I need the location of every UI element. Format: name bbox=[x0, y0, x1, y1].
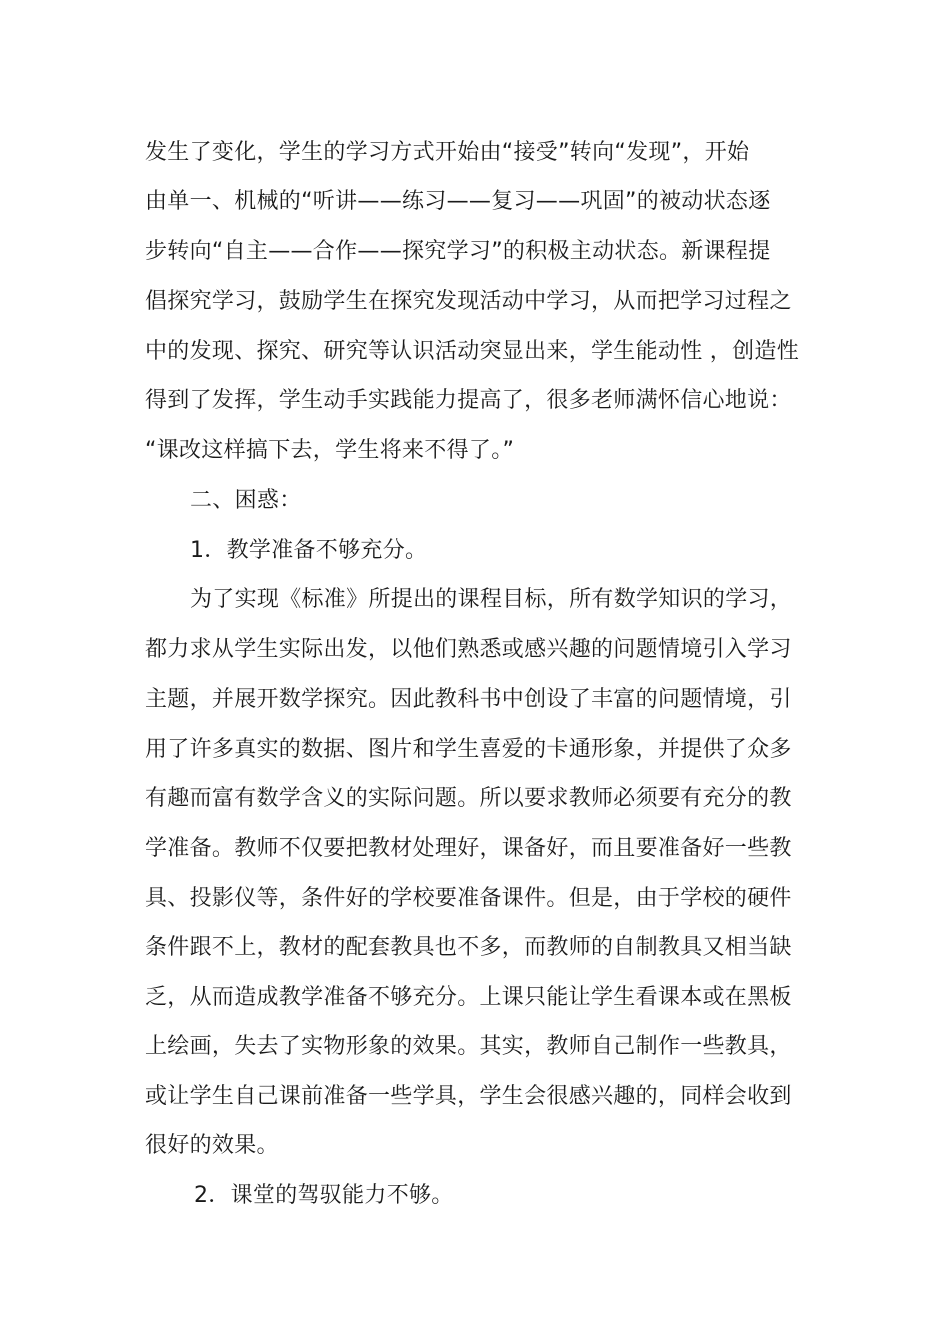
paragraph-line: 倡探究学习，鼓励学生在探究发现活动中学习，从而把学习过程之 bbox=[145, 289, 792, 314]
paragraph-line: 或让学生自己课前准备一些学具，学生会很感兴趣的，同样会收到 bbox=[145, 1084, 792, 1109]
paragraph-line: 步转向“自主——合作——探究学习”的积极主动状态。新课程提 bbox=[145, 239, 771, 264]
paragraph-line: 学准备。教师不仅要把教材处理好，课备好，而且要准备好一些教 bbox=[145, 836, 792, 861]
paragraph-line: 很好的效果。 bbox=[145, 1133, 279, 1158]
paragraph-line: 发生了变化，学生的学习方式开始由“接受”转向“发现”，开始 bbox=[145, 140, 750, 165]
paragraph-line: 乏，从而造成教学准备不够充分。上课只能让学生看课本或在黑板 bbox=[145, 985, 792, 1010]
paragraph-line: 主题，并展开数学探究。因此教科书中创设了丰富的问题情境，引 bbox=[145, 687, 792, 712]
paragraph-line: 中的发现、探究、研究等认识活动突显出来，学生能动性 ，创造性 bbox=[145, 339, 799, 364]
paragraph-line: 条件跟不上，教材的配套教具也不多，而教师的自制教具又相当缺 bbox=[145, 935, 792, 960]
paragraph-line: 由单一、机械的“听讲——练习——复习——巩固”的被动状态逐 bbox=[145, 189, 771, 214]
paragraph-line: 具、投影仪等，条件好的学校要准备课件。但是，由于学校的硬件 bbox=[145, 886, 792, 911]
paragraph-line: “课改这样搞下去，学生将来不得了。” bbox=[145, 438, 515, 463]
paragraph-line: 上绘画，失去了实物形象的效果。其实，教师自己制作一些教具， bbox=[145, 1034, 792, 1059]
paragraph-line: 有趣而富有数学含义的实际问题。所以要求教师必须要有充分的教 bbox=[145, 786, 792, 811]
section-heading: 二、困惑： bbox=[190, 488, 302, 513]
paragraph-line: 为了实现《标准》所提出的课程目标，所有数学知识的学习， bbox=[190, 587, 793, 612]
item-heading-2: 2．课堂的驾驭能力不够。 bbox=[194, 1183, 454, 1208]
paragraph-line: 得到了发挥，学生动手实践能力提高了，很多老师满怀信心地说： bbox=[145, 388, 792, 413]
paragraph-line: 用了许多真实的数据、图片和学生喜爱的卡通形象，并提供了众多 bbox=[145, 737, 792, 762]
paragraph-line: 都力求从学生实际出发，以他们熟悉或感兴趣的问题情境引入学习 bbox=[145, 637, 792, 662]
item-heading-1: 1．教学准备不够充分。 bbox=[190, 538, 428, 563]
